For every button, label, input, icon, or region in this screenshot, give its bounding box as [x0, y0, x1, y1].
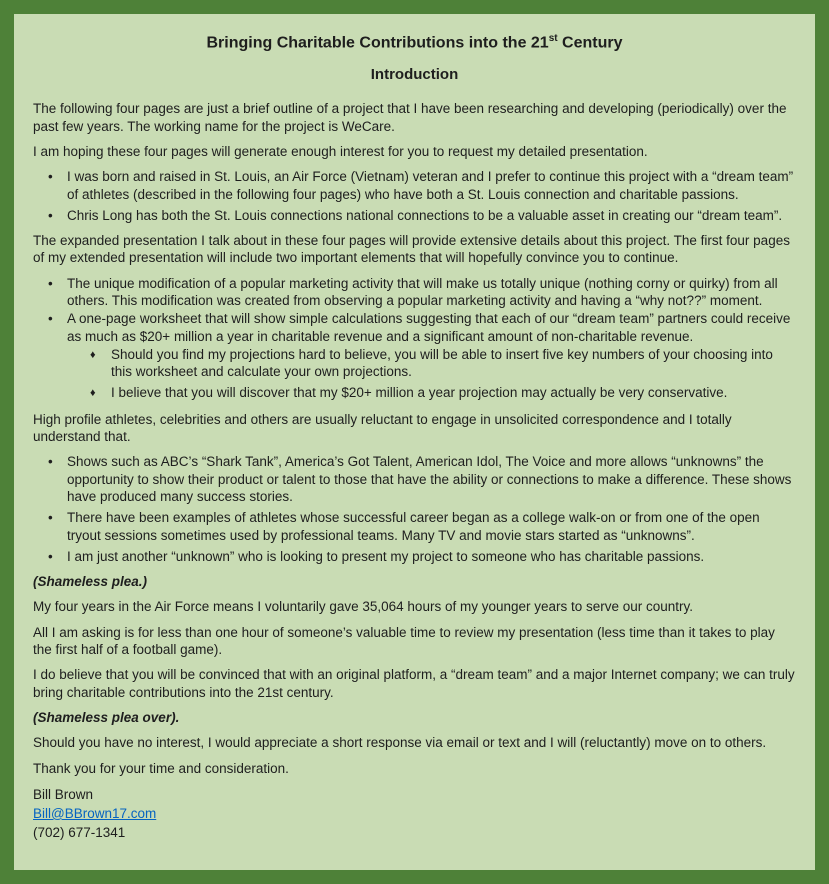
list-item	[33, 548, 796, 565]
list-item-text: The unique modification of a popular marketing activity that will make us totally unique (nothing corny or quirky) from all others. This modification was created from observing a popular marketing activity and having a “why not??” moment.	[67, 275, 778, 308]
bullet-icon: •	[48, 311, 53, 327]
list-elements	[33, 275, 796, 345]
diamond-bullet-icon: ♦	[90, 387, 96, 400]
document-page	[14, 14, 815, 870]
bullet-icon: •	[48, 510, 53, 526]
section-heading-introduction: Introduction	[370, 66, 459, 84]
list-item	[33, 275, 796, 310]
title-text-pre: Bringing Charitable Contributions into the 21	[206, 34, 549, 52]
paragraph-no-interest: Should you have no interest, I would appreciate a short response via email or text and I will (reluctantly) move on to others.	[33, 735, 767, 751]
document-title	[33, 29, 796, 53]
paragraph-high-profile: High profile athletes, celebrities and others are usually reluctant to engage in unsolicited correspondence and I totally understand that.	[33, 411, 732, 445]
title-text-post: Century	[557, 34, 623, 52]
sub-list-item-text: I believe that you will discover that my $20+ million a year projection may actually be very conservative.	[111, 385, 728, 401]
paragraph-expanded-presentation: The expanded presentation I talk about in these four pages will provide extensive details about this project. The first four pages of my extended presentation will include two important elements that will hopefully convince you to continue.	[33, 233, 790, 266]
list-item-text: There have been examples of athletes whose successful career began as a college walk-on or from one of the open tryout sessions sometimes used by professional teams. Many TV and movie stars started as “unknowns”.	[67, 510, 760, 543]
diamond-bullet-icon: ♦	[90, 348, 96, 361]
sub-list-item	[33, 346, 796, 381]
signature-name: Bill Brown	[33, 786, 94, 802]
list-item	[33, 453, 796, 505]
list-intro	[33, 168, 796, 224]
bullet-icon: •	[48, 169, 53, 185]
paragraph-air-force-hours: My four years in the Air Force means I voluntarily gave 35,064 hours of my younger years to serve our country.	[33, 599, 694, 615]
list-item	[33, 207, 796, 224]
paragraph-hoping-interest: I am hoping these four pages will generate enough interest for you to request my detailed presentation.	[33, 143, 648, 159]
paragraph-thank-you: Thank you for your time and consideration.	[33, 760, 289, 776]
bullet-icon: •	[48, 454, 53, 470]
paragraph-original-platform: I do believe that you will be convinced that with an original platform, a “dream team” and a major Internet company; we can truly bring charitable contributions into the 21st century.	[33, 667, 795, 700]
sub-list-item	[33, 384, 796, 402]
list-unknowns	[33, 453, 796, 565]
list-item-text: I was born and raised in St. Louis, an Air Force (Vietnam) veteran and I prefer to continue this project with a “dream team” of athletes (described in the following four pages) who have both a St. Louis connection and charitable passions.	[67, 169, 794, 202]
list-item-text: Shows such as ABC’s “Shark Tank”, America’s Got Talent, American Idol, The Voice and more allows “unknowns” the opportunity to show their product or talent to those that have the ability or connections to make a difference. These shows have produced many success stories.	[67, 454, 792, 504]
email-link[interactable]: Bill@BBrown17.com	[33, 805, 157, 821]
bullet-icon: •	[48, 207, 53, 223]
list-item	[33, 168, 796, 203]
list-item-text: I am just another “unknown” who is looking to present my project to someone who has charitable passions.	[67, 548, 705, 564]
signature-block	[33, 785, 796, 842]
list-worksheet-notes	[33, 346, 796, 403]
signature-email-line	[33, 804, 796, 823]
title-superscript: st	[548, 33, 558, 44]
signature-phone: (702) 677-1341	[33, 824, 126, 840]
list-item-text: Chris Long has both the St. Louis connections national connections to be a valuable asset in creating our “dream team”.	[67, 207, 783, 223]
paragraph-project-outline: The following four pages are just a brief outline of a project that I have been researching and developing (periodically) over the past few years. The working name for the project is WeCare.	[33, 101, 787, 134]
list-item	[33, 509, 796, 544]
shameless-plea-close: (Shameless plea over).	[33, 709, 180, 725]
bullet-icon: •	[48, 275, 53, 291]
shameless-plea-open: (Shameless plea.)	[33, 574, 148, 590]
bullet-icon: •	[48, 548, 53, 564]
paragraph-one-hour-ask: All I am asking is for less than one hour of someone’s valuable time to review my presentation (less time than it takes to play the first half of a football game).	[33, 624, 775, 658]
sub-list-item-text: Should you find my projections hard to believe, you will be able to insert five key numbers of your choosing into this worksheet and calculate your own projections.	[111, 346, 773, 380]
list-item	[33, 310, 796, 345]
list-item-text: A one-page worksheet that will show simple calculations suggesting that each of our “dream team” partners could receive as much as $20+ million a year in charitable revenue and a significant amount of non-charitable revenue.	[67, 311, 791, 344]
